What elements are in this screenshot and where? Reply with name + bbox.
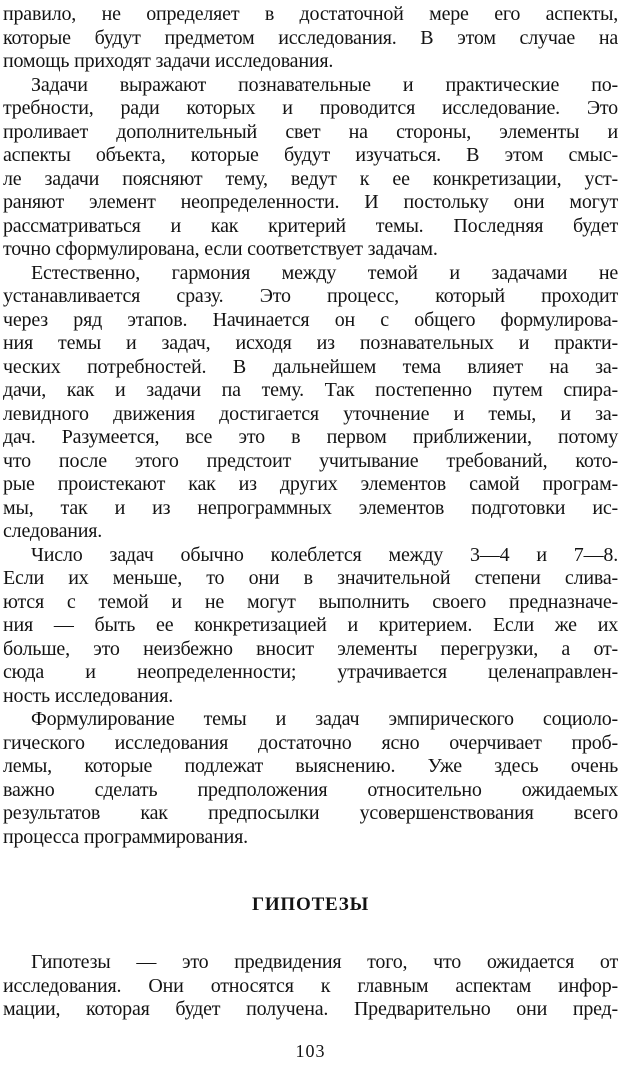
text-line: Если их меньше, то они в значительной степени слива-	[3, 567, 618, 589]
text-line: Число задач обычно колеблется между 3—4 и 7—8.	[31, 543, 618, 566]
book-page-content	[3, 3, 618, 1022]
paragraph	[3, 262, 618, 544]
text-line: Гипотезы — это предвидения того, что ожидается от	[31, 951, 618, 973]
text-line: ческих потребностей. В дальнейшем тема влияет на за-	[3, 355, 618, 378]
text-line: результатов как предпосылки усовершенствования всего	[3, 802, 618, 824]
text-line: требности, ради которых и проводится исследование. Это	[3, 97, 618, 119]
text-line: Задачи выражают познавательные и практические по-	[31, 73, 618, 96]
text-line: правило, не определяет в достаточной мере его аспекты,	[3, 3, 618, 25]
text-line: исследования. Они относятся к главным аспектам инфор-	[3, 974, 618, 997]
text-line: ются с темой и не могут выполнить своего предназначе-	[3, 590, 618, 613]
section-heading: ГИПОТЕЗЫ	[251, 894, 370, 915]
text-line: ле задачи поясняют тему, ведут к ее конкретизации, уст-	[3, 167, 618, 190]
paragraph	[3, 951, 618, 1022]
text-line: аспекты объекта, которые будут изучаться. В этом смыс-	[3, 144, 618, 166]
text-line: точно сформулирована, если соответствует задачам.	[3, 238, 438, 260]
text-line: проливает дополнительный свет на стороны, элементы и	[3, 120, 618, 143]
page-number: 103	[295, 1040, 326, 1061]
paragraph	[3, 74, 618, 262]
text-line: левидного движения достигается уточнение и темы, и за-	[3, 402, 618, 425]
text-line: ность исследования.	[3, 684, 174, 707]
text-line: Естественно, гармония между темой и задачами не	[31, 261, 618, 284]
text-line: рые проистекают как из других элементов самой програм-	[3, 473, 618, 495]
text-line: рассматриваться и как критерий темы. Последняя будет	[3, 214, 618, 237]
text-line: раняют элемент неопределенности. И постольку они могут	[3, 191, 618, 213]
text-line: дачи, как и задачи па тему. Так постепенно путем спира-	[3, 379, 618, 401]
text-line: ния — быть ее конкретизацией и критерием. Если же их	[3, 614, 618, 636]
text-line: помощь приходят задачи исследования.	[3, 50, 334, 72]
text-line: мации, которая будет получена. Предварительно они пред-	[3, 998, 618, 1020]
text-line: устанавливается сразу. Это процесс, который проходит	[3, 285, 618, 307]
text-line: дач. Разумеется, все это в первом приближении, потому	[3, 426, 618, 448]
paragraph	[3, 544, 618, 709]
text-line: ния темы и задач, исходя из познавательных и практи-	[3, 332, 618, 354]
text-line: важно сделать предположения относительно ожидаемых	[3, 778, 618, 801]
text-line: которые будут предметом исследования. В этом случае на	[3, 26, 618, 49]
text-line: сюда и неопределенности; утрачивается целенаправлен-	[3, 661, 618, 683]
text-line: больше, это неизбежно вносит элементы перегрузки, а от-	[3, 637, 618, 660]
text-line: лемы, которые подлежат выяснению. Уже здесь очень	[3, 755, 618, 777]
text-line: что после этого предстоит учитывание требований, кото-	[3, 449, 618, 472]
paragraph	[3, 708, 618, 849]
text-line: следования.	[3, 520, 103, 542]
text-line: через ряд этапов. Начинается он с общего формулирова-	[3, 308, 618, 331]
text-line: мы, так и из непрограммных элементов подготовки ис-	[3, 496, 618, 519]
text-line: процесса программирования.	[3, 825, 248, 848]
paragraph	[3, 3, 618, 74]
text-line: Формулирование темы и задач эмпирического социоло-	[31, 708, 618, 730]
text-line: гического исследования достаточно ясно очерчивает проб-	[3, 731, 618, 754]
